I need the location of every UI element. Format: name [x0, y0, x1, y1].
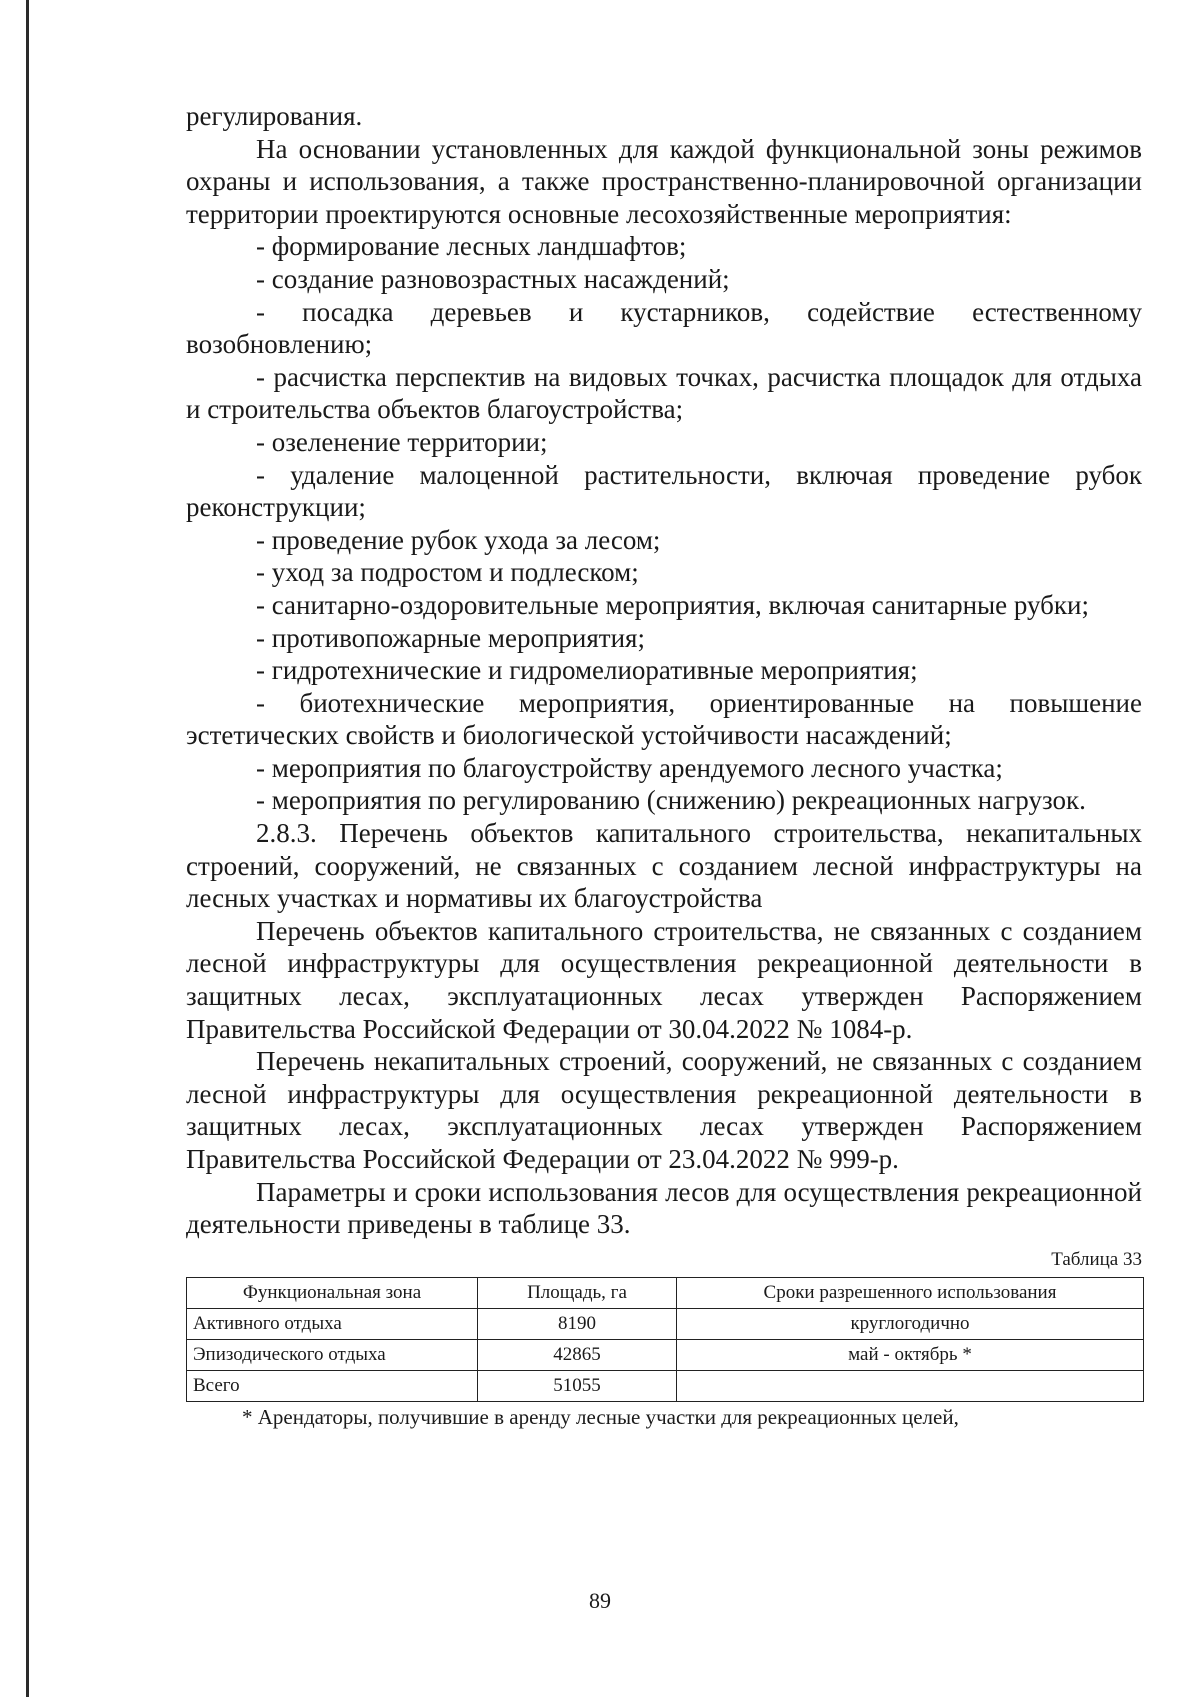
table-row — [187, 1308, 1144, 1339]
header-cell-term: Сроки разрешенного использования — [677, 1277, 1144, 1308]
list-item: - создание разновозрастных насаждений; — [256, 263, 730, 294]
table-cell: май - октябрь * — [677, 1339, 1144, 1370]
list-item: - удаление малоценной растительности, включая проведение рубок реконструкции; — [186, 459, 1142, 523]
table-cell: Эпизодического отдыха — [187, 1339, 478, 1370]
list-item: - формирование лесных ландшафтов; — [256, 231, 687, 262]
paragraph: регулирования. — [186, 101, 363, 131]
table-cell: Активного отдыха — [187, 1308, 478, 1339]
table-cell: 51055 — [478, 1370, 677, 1401]
table-header-row — [187, 1277, 1144, 1308]
list-item: - санитарно-оздоровительные мероприятия, включая санитарные рубки; — [256, 589, 1089, 620]
footnote: * Арендаторы, получившие в аренду лесные участки для рекреационных целей, — [242, 1404, 959, 1429]
paragraph: Перечень объектов капитального строительства, не связанных с созданием лесной инфраструктуры для осуществления рекреационной деятельности в защитных лесах, эксплуатационных лесах утвержден Распоряжением Правительства Российской Федерации от 30.04.2022 № 1084-р. — [186, 915, 1142, 1044]
scan-left-edge — [26, 0, 29, 1697]
list-item: - уход за подростом и подлеском; — [256, 557, 639, 588]
table-row — [187, 1339, 1144, 1370]
list-item: - противопожарные мероприятия; — [256, 622, 645, 653]
table-row — [187, 1370, 1144, 1401]
data-table — [186, 1277, 1144, 1402]
table-cell — [677, 1370, 1144, 1401]
list-item: - биотехнические мероприятия, ориентированные на повышение эстетических свойств и биологической устойчивости насаждений; — [186, 687, 1142, 751]
section-heading: 2.8.3. Перечень объектов капитального строительства, некапитальных строений, сооружений, не связанных с созданием лесной инфраструктуры на лесных участках и нормативы их благоустройства — [186, 818, 1142, 914]
list-item: - расчистка перспектив на видовых точках, расчистка площадок для отдыха и строительства объектов благоустройства; — [186, 361, 1142, 425]
table-cell: 8190 — [478, 1308, 677, 1339]
table-cell: Всего — [187, 1370, 478, 1401]
paragraph: На основании установленных для каждой функциональной зоны режимов охраны и использования, а также пространственно-планировочной организации территории проектируются основные лесохозяйственные мероприятия: — [186, 133, 1142, 229]
list-item: - мероприятия по регулированию (снижению) рекреационных нагрузок. — [256, 785, 1086, 816]
list-item: - мероприятия по благоустройству арендуемого лесного участка; — [256, 752, 1003, 783]
list-item: - посадка деревьев и кустарников, содействие естественному возобновлению; — [186, 296, 1142, 360]
page-number: 89 — [589, 1588, 611, 1613]
header-cell-area: Площадь, га — [478, 1277, 677, 1308]
header-cell-zone: Функциональная зона — [187, 1277, 478, 1308]
table-caption: Таблица 33 — [1051, 1248, 1142, 1270]
document-page — [186, 100, 1142, 1451]
list-item: - гидротехнические и гидромелиоративные мероприятия; — [256, 655, 918, 686]
body-text — [186, 100, 1142, 1241]
paragraph: Перечень некапитальных строений, сооружений, не связанных с созданием лесной инфраструктуры для осуществления рекреационной деятельности в защитных лесах, эксплуатационных лесах утвержден Распоряжением Правительства Российской Федерации от 23.04.2022 № 999-р. — [186, 1046, 1142, 1174]
list-item: - озеленение территории; — [256, 426, 548, 457]
table-cell: круглогодично — [677, 1308, 1144, 1339]
paragraph: Параметры и сроки использования лесов для осуществления рекреационной деятельности приведены в таблице 33. — [186, 1176, 1142, 1240]
list-item: - проведение рубок ухода за лесом; — [256, 524, 661, 555]
table-cell: 42865 — [478, 1339, 677, 1370]
